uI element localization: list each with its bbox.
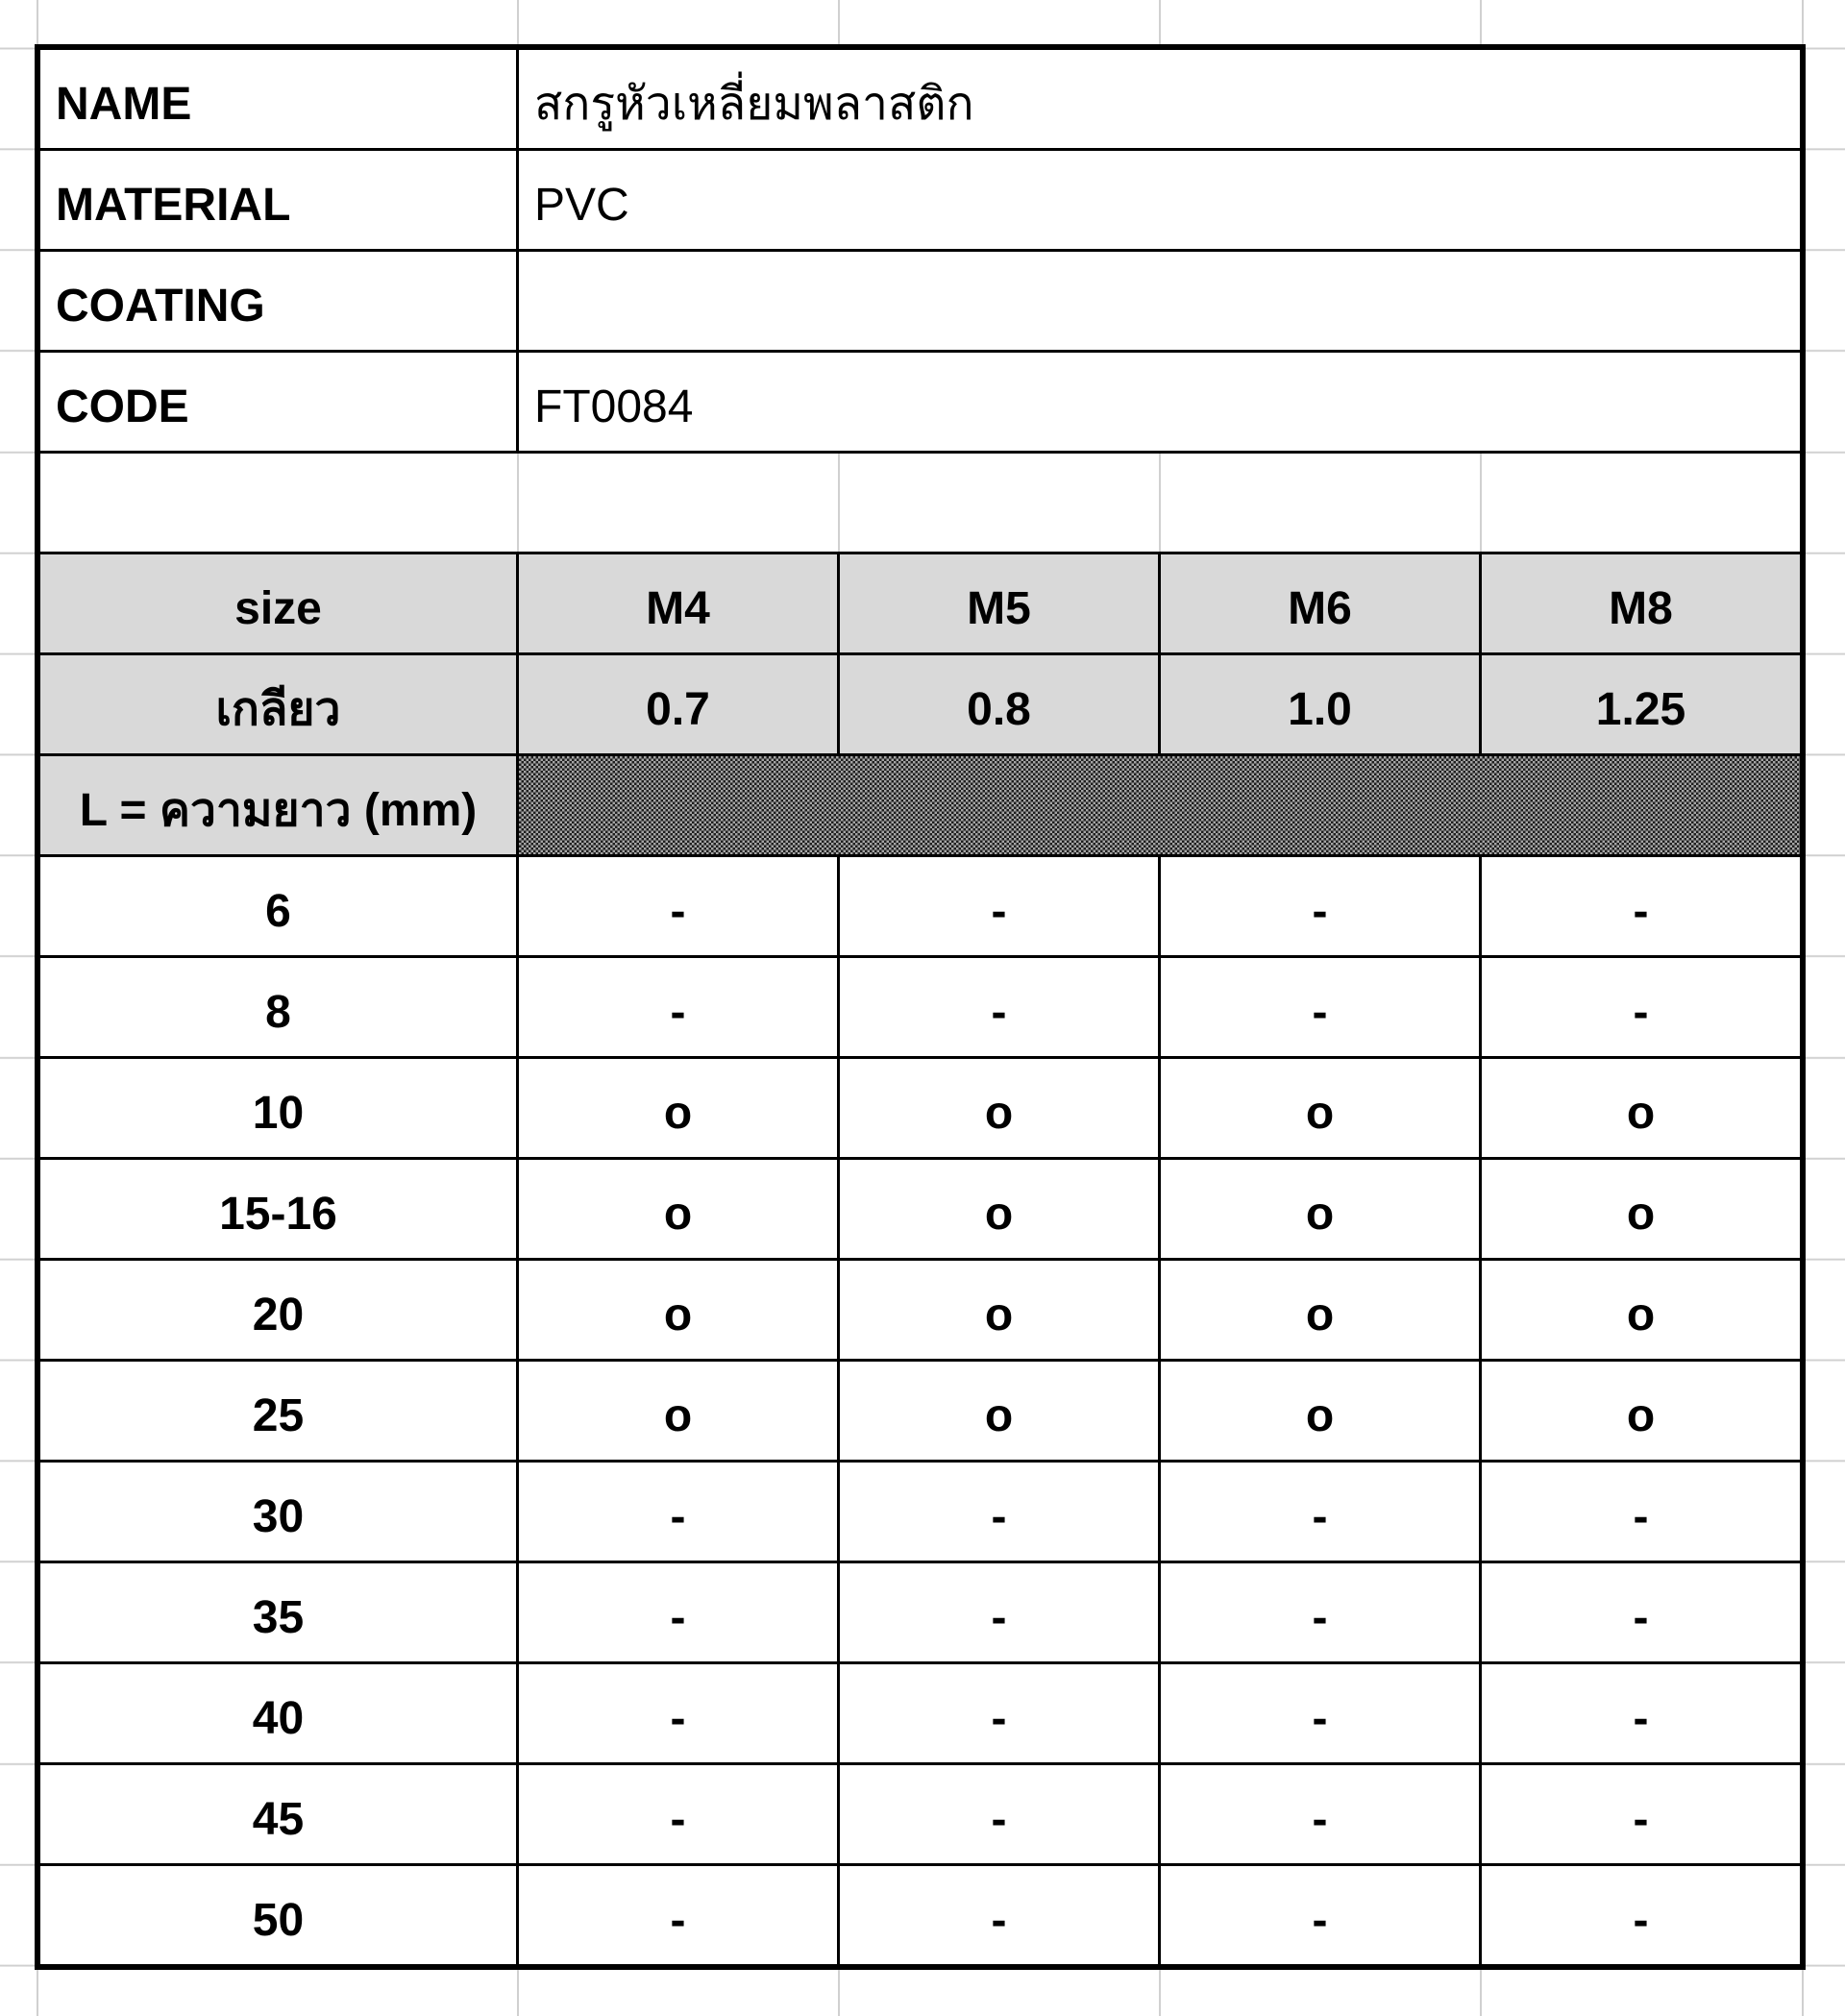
availability-m4: o [519, 1160, 837, 1258]
availability-m6: o [1161, 1160, 1479, 1258]
availability-m5: - [840, 958, 1158, 1056]
availability-m5: o [840, 1160, 1158, 1258]
availability-m8: - [1482, 958, 1800, 1056]
availability-m8: - [1482, 1866, 1800, 1964]
length-value: 50 [40, 1866, 516, 1964]
length-header-label: L = ความยาว (mm) [40, 756, 516, 854]
availability-m4: - [519, 1866, 837, 1964]
material-label: MATERIAL [40, 151, 516, 249]
length-value: 15-16 [40, 1160, 516, 1258]
availability-m8: o [1482, 1160, 1800, 1258]
availability-m4: o [519, 1362, 837, 1460]
size-m4: M4 [519, 554, 837, 652]
availability-m4: - [519, 857, 837, 955]
pitch-m8: 1.25 [1482, 655, 1800, 753]
availability-m4: - [519, 958, 837, 1056]
availability-m6: - [1161, 1664, 1479, 1762]
availability-m6: o [1161, 1261, 1479, 1359]
pitch-header-label: เกลียว [40, 655, 516, 753]
availability-m6: o [1161, 1059, 1479, 1157]
availability-m5: - [840, 857, 1158, 955]
availability-m6: - [1161, 1866, 1479, 1964]
availability-m4: - [519, 1765, 837, 1863]
availability-m8: - [1482, 1664, 1800, 1762]
length-value: 6 [40, 857, 516, 955]
name-value: สกรูหัวเหลี่ยมพลาสติก [519, 50, 1800, 148]
availability-m8: - [1482, 857, 1800, 955]
availability-m8: - [1482, 1563, 1800, 1661]
availability-m4: - [519, 1664, 837, 1762]
length-value: 25 [40, 1362, 516, 1460]
size-header-label: size [40, 554, 516, 652]
availability-m8: o [1482, 1059, 1800, 1157]
code-label: CODE [40, 353, 516, 451]
availability-m6: - [1161, 958, 1479, 1056]
pitch-m6: 1.0 [1161, 655, 1479, 753]
spec-table [35, 44, 1806, 1970]
availability-m5: - [840, 1664, 1158, 1762]
availability-m5: o [840, 1362, 1158, 1460]
code-value: FT0084 [519, 353, 1800, 451]
length-value: 8 [40, 958, 516, 1056]
name-label: NAME [40, 50, 516, 148]
availability-m4: o [519, 1261, 837, 1359]
length-value: 45 [40, 1765, 516, 1863]
availability-m5: - [840, 1463, 1158, 1561]
availability-m6: - [1161, 857, 1479, 955]
availability-m6: - [1161, 1765, 1479, 1863]
pattern-fill [519, 756, 1800, 854]
availability-m8: - [1482, 1765, 1800, 1863]
length-value: 30 [40, 1463, 516, 1561]
availability-m4: - [519, 1463, 837, 1561]
pitch-m5: 0.8 [840, 655, 1158, 753]
availability-m5: - [840, 1866, 1158, 1964]
availability-m5: o [840, 1261, 1158, 1359]
availability-m8: o [1482, 1362, 1800, 1460]
coating-value [519, 252, 1800, 350]
size-m6: M6 [1161, 554, 1479, 652]
availability-m5: - [840, 1765, 1158, 1863]
material-value: PVC [519, 151, 1800, 249]
length-value: 20 [40, 1261, 516, 1359]
coating-label: COATING [40, 252, 516, 350]
availability-m8: o [1482, 1261, 1800, 1359]
size-m5: M5 [840, 554, 1158, 652]
length-value: 40 [40, 1664, 516, 1762]
availability-m6: o [1161, 1362, 1479, 1460]
availability-m5: o [840, 1059, 1158, 1157]
pitch-m4: 0.7 [519, 655, 837, 753]
availability-m4: - [519, 1563, 837, 1661]
availability-m6: - [1161, 1463, 1479, 1561]
length-value: 10 [40, 1059, 516, 1157]
availability-m6: - [1161, 1563, 1479, 1661]
length-value: 35 [40, 1563, 516, 1661]
availability-m8: - [1482, 1463, 1800, 1561]
availability-m4: o [519, 1059, 837, 1157]
size-m8: M8 [1482, 554, 1800, 652]
blank-row [40, 454, 1800, 552]
availability-m5: - [840, 1563, 1158, 1661]
